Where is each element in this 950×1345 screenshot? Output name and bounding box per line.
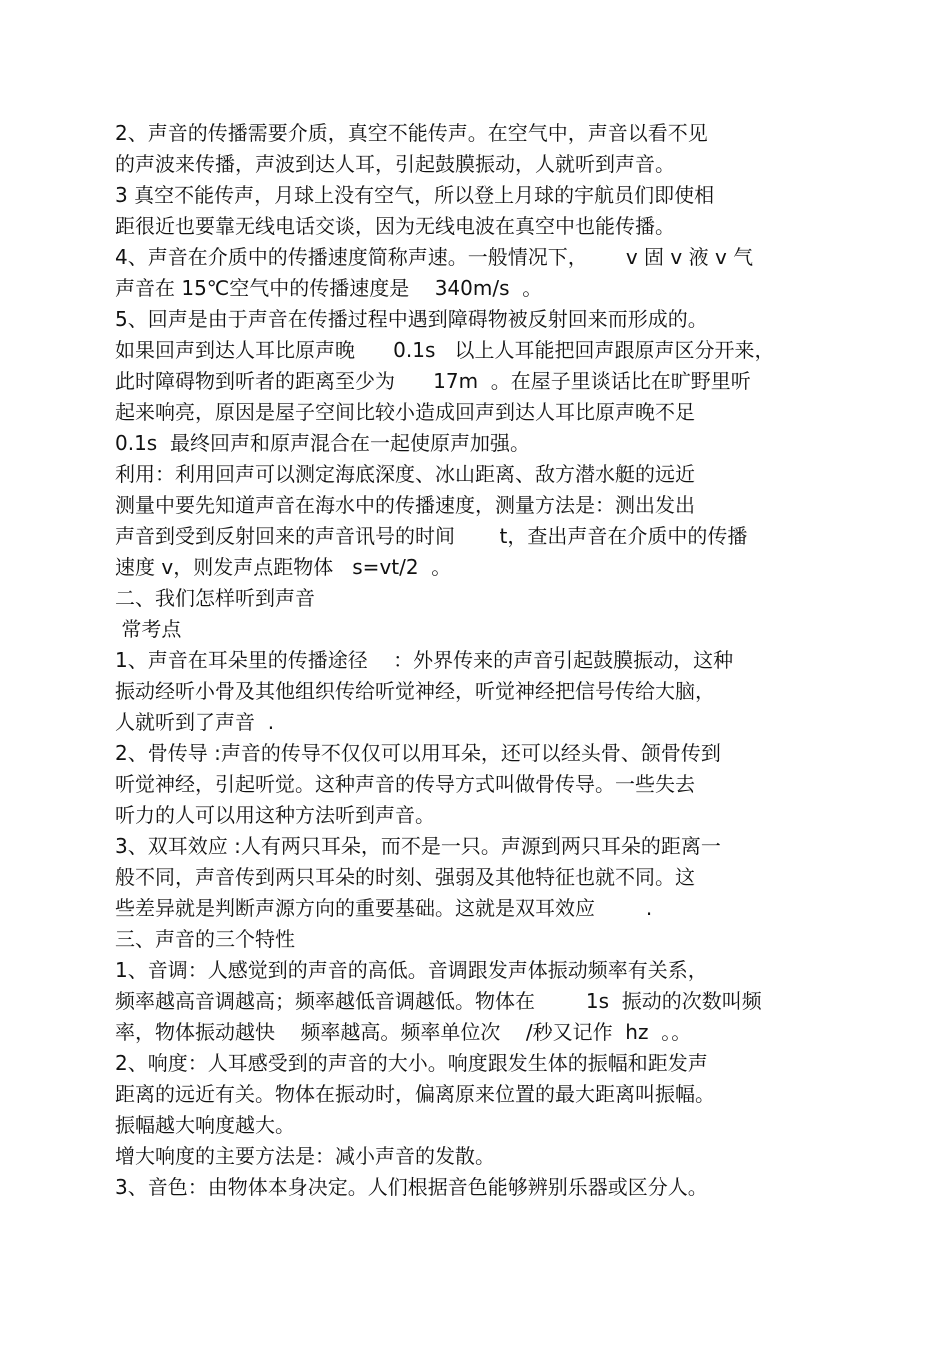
text-line: 测量中要先知道声音在海水中的传播速度，测量方法是：测出发出	[115, 493, 695, 517]
text-line: 振动经听小骨及其他组织传给听觉神经，听觉神经把信号传给大脑，	[115, 679, 715, 703]
text-line: 增大响度的主要方法是：减小声音的发散。	[115, 1144, 495, 1168]
text-line: 2、骨传导 :声音的传导不仅仅可以用耳朵，还可以经头骨、颌骨传到	[115, 741, 721, 765]
text-line: 利用：利用回声可以测定海底深度、冰山距离、敌方潜水艇的远近	[115, 462, 695, 486]
text-line: 3、双耳效应 :人有两只耳朵，而不是一只。声源到两只耳朵的距离一	[115, 834, 721, 858]
text-line: 速度 v，则发声点距物体 s=vt/2 。	[115, 555, 452, 579]
text-line: 3 真空不能传声，月球上没有空气，所以登上月球的宇航员们即使相	[115, 183, 715, 207]
subheading: 常考点	[115, 617, 182, 641]
text-line: 0.1s 最终回声和原声混合在一起使原声加强。	[115, 431, 530, 455]
section-heading: 三、声音的三个特性	[115, 927, 295, 951]
document-body	[115, 118, 835, 1203]
text-line: 1、声音在耳朵里的传播途径 ：外界传来的声音引起鼓膜振动，这种	[115, 648, 734, 672]
text-line: 起来响亮，原因是屋子空间比较小造成回声到达人耳比原声晚不足	[115, 400, 695, 424]
text-line: 些差异就是判断声源方向的重要基础。这就是双耳效应 .	[115, 896, 653, 920]
text-line: 声音到受到反射回来的声音讯号的时间 t，查出声音在介质中的传播	[115, 524, 748, 548]
section-heading: 二、我们怎样听到声音	[115, 586, 315, 610]
text-line: 般不同，声音传到两只耳朵的时刻、强弱及其他特征也就不同。这	[115, 865, 695, 889]
text-line: 4、声音在介质中的传播速度简称声速。一般情况下， v 固 v 液 v 气	[115, 245, 754, 269]
text-line: 听力的人可以用这种方法听到声音。	[115, 803, 435, 827]
text-line: 频率越高音调越高；频率越低音调越低。物体在 1s 振动的次数叫频	[115, 989, 762, 1013]
text-line: 声音在 15℃空气中的传播速度是 340m/s 。	[115, 276, 543, 300]
text-line: 率，物体振动越快 频率越高。频率单位次 /秒又记作 hz 。。	[115, 1020, 692, 1044]
text-line: 距离的远近有关。物体在振动时，偏离原来位置的最大距离叫振幅。	[115, 1082, 715, 1106]
text-line: 2、响度：人耳感受到的声音的大小。响度跟发生体的振幅和距发声	[115, 1051, 708, 1075]
text-line: 的声波来传播，声波到达人耳，引起鼓膜振动，人就听到声音。	[115, 152, 675, 176]
text-line: 3、音色：由物体本身决定。人们根据音色能够辨别乐器或区分人。	[115, 1175, 708, 1199]
text-line: 振幅越大响度越大。	[115, 1113, 295, 1137]
text-line: 如果回声到达人耳比原声晚 0.1s 以上人耳能把回声跟原声区分开来，	[115, 338, 775, 362]
text-line: 2、声音的传播需要介质，真空不能传声。在空气中，声音以看不见	[115, 121, 708, 145]
text-line: 距很近也要靠无线电话交谈，因为无线电波在真空中也能传播。	[115, 214, 675, 238]
text-line: 此时障碍物到听者的距离至少为 17m 。在屋子里谈话比在旷野里听	[115, 369, 751, 393]
text-line: 1、音调：人感觉到的声音的高低。音调跟发声体振动频率有关系，	[115, 958, 708, 982]
text-line: 5、回声是由于声音在传播过程中遇到障碍物被反射回来而形成的。	[115, 307, 708, 331]
text-line: 听觉神经，引起听觉。这种声音的传导方式叫做骨传导。一些失去	[115, 772, 695, 796]
text-line: 人就听到了声音 .	[115, 710, 275, 734]
